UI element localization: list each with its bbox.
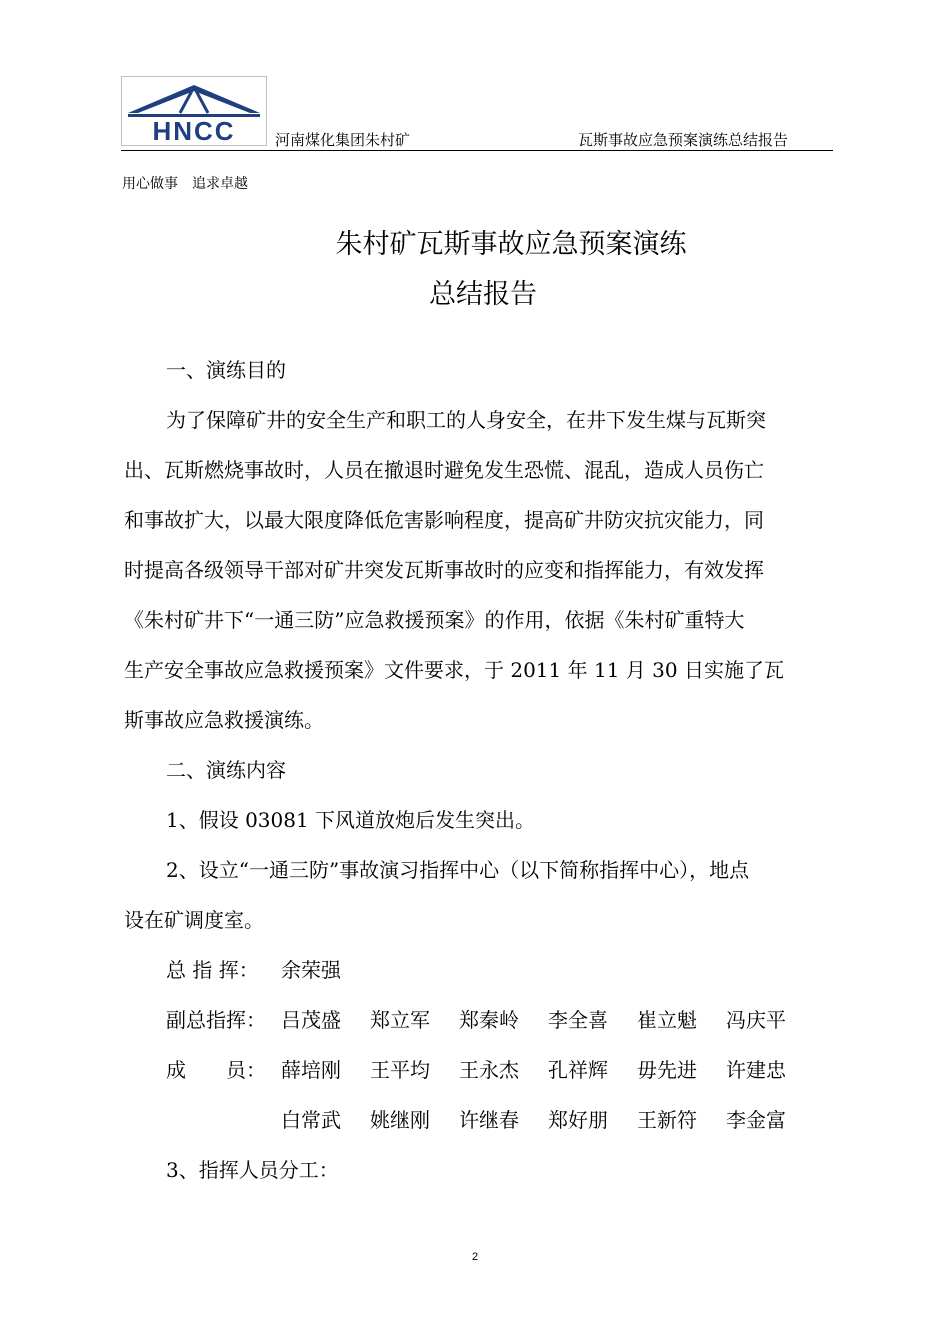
section1-heading: 一、演练目的 [166, 358, 286, 382]
page-number: 2 [471, 1251, 479, 1263]
section2-heading: 二、演练内容 [166, 758, 286, 782]
section1-line: 和事故扩大，以最大限度降低危害影响程度，提高矿井防灾抗灾能力，同 [124, 508, 764, 532]
logo-text: HNCC [152, 116, 236, 145]
commander-label: 总 指 挥： [166, 958, 259, 982]
commander-name: 余荣强 [281, 958, 341, 982]
section2-item3: 3、指挥人员分工： [166, 1158, 339, 1182]
section2-item2-line: 设在矿调度室。 [124, 908, 264, 932]
deputy-name: 崔立魁 [637, 1008, 697, 1032]
deputy-name: 吕茂盛 [281, 1008, 341, 1032]
member-name: 毋先进 [637, 1058, 697, 1082]
deputy-name: 郑秦岭 [459, 1008, 519, 1032]
header-document-title: 瓦斯事故应急预案演练总结报告 [578, 131, 789, 149]
member-name: 许建忠 [726, 1058, 786, 1082]
deputy-label: 副总指挥： [166, 1008, 266, 1032]
member-name: 许继春 [459, 1108, 519, 1132]
hncc-logo-icon [122, 77, 266, 145]
section1-line: 斯事故应急救援演练。 [124, 708, 324, 732]
header-company-name: 河南煤化集团朱村矿 [275, 131, 411, 149]
header-divider [121, 150, 833, 151]
section1-line: 时提高各级领导干部对矿井突发瓦斯事故时的应变和指挥能力，有效发挥 [124, 558, 764, 582]
document-title-line1: 朱村矿瓦斯事故应急预案演练 [335, 229, 687, 260]
member-name: 薛培刚 [281, 1058, 341, 1082]
section2-item2-line: 2、设立“一通三防”事故演习指挥中心（以下简称指挥中心），地点 [166, 858, 750, 882]
deputy-name: 冯庆平 [726, 1008, 786, 1032]
member-name: 李金富 [726, 1108, 786, 1132]
members-label: 成 员： [166, 1058, 266, 1082]
deputy-name: 李全喜 [548, 1008, 608, 1032]
section2-item1: 1、假设 03081 下风道放炮后发生突出。 [166, 808, 536, 832]
section1-line: 出、瓦斯燃烧事故时，人员在撤退时避免发生恐慌、混乱，造成人员伤亡 [124, 458, 764, 482]
member-name: 王新符 [637, 1108, 697, 1132]
member-name: 姚继刚 [370, 1108, 430, 1132]
deputy-name: 郑立军 [370, 1008, 430, 1032]
section1-line: 《朱村矿井下“一通三防”应急救援预案》的作用，依据《朱村矿重特大 [124, 608, 745, 632]
member-name: 郑好朋 [548, 1108, 608, 1132]
member-name: 白常武 [281, 1108, 341, 1132]
section1-line: 生产安全事故应急救援预案》文件要求，于 2011 年 11 月 30 日实施了瓦 [124, 658, 784, 682]
member-name: 王永杰 [459, 1058, 519, 1082]
member-name: 孔祥辉 [548, 1058, 608, 1082]
member-name: 王平均 [370, 1058, 430, 1082]
company-logo [121, 76, 267, 146]
section1-line: 为了保障矿井的安全生产和职工的人身安全，在井下发生煤与瓦斯突 [166, 408, 766, 432]
slogan: 用心做事 追求卓越 [122, 176, 248, 192]
document-title-line2: 总结报告 [429, 279, 537, 310]
